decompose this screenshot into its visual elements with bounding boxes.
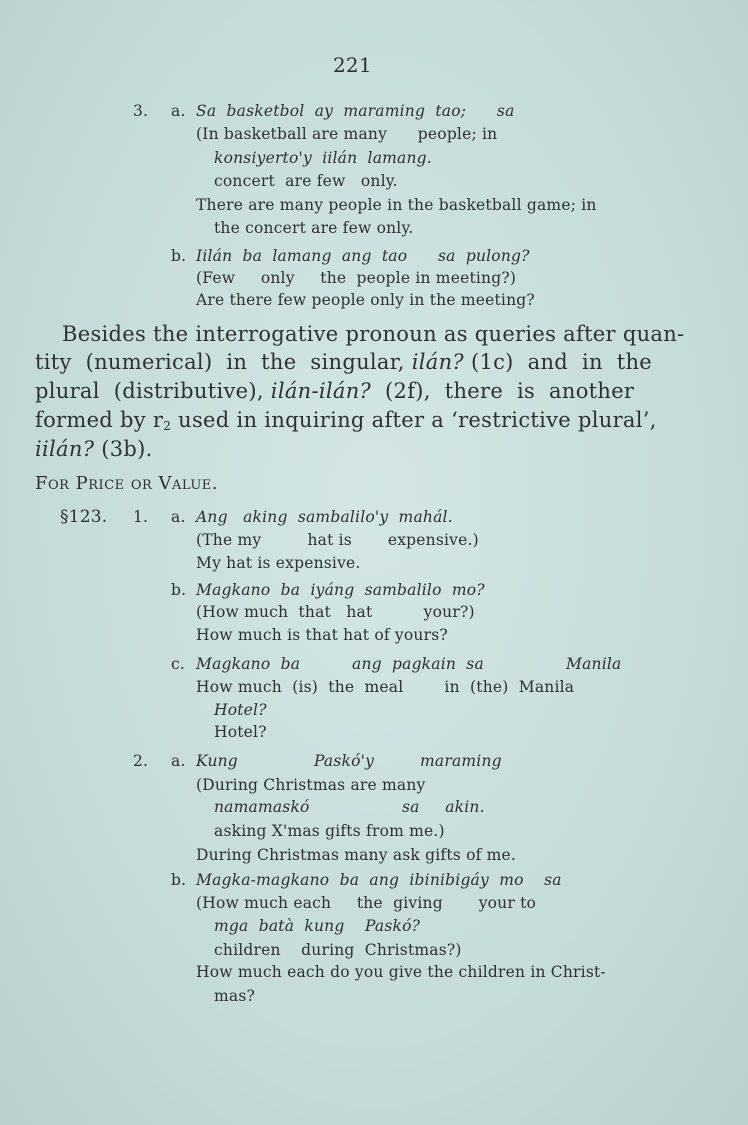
para-line4 [35,406,657,434]
ex2b-line4: children during Christmas?) [214,941,462,959]
ex2b-line1: Magka-magkano ba ang ibinibigáy mo sa [196,871,562,889]
ex3a-line4: concert are few only. [214,172,398,190]
para-line4-rest: used in inquiring after a ‘restrictive plural’, [171,408,657,432]
page-number: 221 [333,53,372,77]
ex1a-line1: Ang aking sambalilo'y mahál. [196,508,453,526]
ex1a-line3: My hat is expensive. [196,554,361,572]
ex1c-line3: Hotel? [214,701,267,719]
ex1c-line1c: Manila [566,655,622,673]
para-line5 [35,435,153,463]
para-term-iilan: iilán? [35,437,95,461]
ex2a-line3a: namamaskó [214,798,310,816]
para-subscript: 2 [163,419,172,433]
ex3a-line6: the concert are few only. [214,219,414,237]
ex1c-line1b: ang pagkain sa [352,655,484,673]
para-line3 [35,377,634,405]
ex3a-line3: konsiyerto'y iilán lamang. [214,149,432,167]
ex3b-line1: Iilán ba lamang ang tao sa pulong? [196,247,530,265]
ex2a-line4: asking X'mas gifts from me.) [214,822,445,840]
ex3b-label: b. [171,247,187,265]
ex2a-label: a. [171,752,186,770]
ex2b-line3: mga batà kung Paskó? [214,917,421,935]
ex1b-line3: How much is that hat of yours? [196,626,448,644]
ex1b-line2: (How much that hat your?) [196,603,475,621]
ex2a-line2: (During Christmas are many [196,776,426,794]
section-number: §123. [60,507,108,527]
ex1b-line1: Magkano ba iyáng sambalilo mo? [196,581,485,599]
para-line2 [35,348,652,376]
para-line3-rest: (2f), there is another [371,379,635,403]
para-line5-rest: (3b). [94,437,153,461]
ex1c-line2: How much (is) the meal in (the) Manila [196,678,575,696]
ex2b-line2: (How much each the giving your to [196,894,537,912]
ex1a-line2: (The my hat is expensive.) [196,531,479,549]
ex3b-line2: (Few only the people in meeting?) [196,269,517,287]
ex3a-line2: (In basketball are many people; in [196,125,498,143]
ex2a-line1c: maraming [420,752,502,770]
ex1c-label: c. [171,655,186,673]
ex2b-line6: mas? [214,987,256,1005]
ex3a-line5: There are many people in the basketball game; in [196,196,597,214]
para-line2-text: tity (numerical) in the singular, [35,350,412,374]
ex2b-label: b. [171,871,187,889]
para-term-ilan-ilan: ilán-ilán? [270,379,372,403]
ex2-number: 2. [133,752,149,770]
para-line3-text: plural (distributive), [35,379,271,403]
ex1a-label: a. [171,508,186,526]
ex2a-line1a: Kung [196,752,238,770]
para-line4-text: formed by r [35,408,164,432]
ex3b-line3: Are there few people only in the meeting? [196,291,535,309]
para-line1: Besides the interrogative pronoun as queries after quan- [62,322,685,346]
ex2b-line5: How much each do you give the children in Christ- [196,963,606,981]
ex1c-line1a: Magkano ba [196,655,301,673]
ex3-number: 3. [133,102,149,120]
para-line2-rest: (1c) and in the [463,350,653,374]
ex2a-line1b: Paskó'y [314,752,375,770]
ex3a-label: a. [171,102,186,120]
ex2a-line5: During Christmas many ask gifts of me. [196,846,517,864]
ex2a-line3b: sa akin. [402,798,485,816]
ex1b-label: b. [171,581,187,599]
section-heading: For Price or Value. [35,473,218,494]
ex3a-line1: Sa basketbol ay maraming tao; sa [196,102,515,120]
ex1c-line4: Hotel? [214,723,267,741]
ex1-number: 1. [133,508,149,526]
para-term-ilan: ilán? [411,350,464,374]
